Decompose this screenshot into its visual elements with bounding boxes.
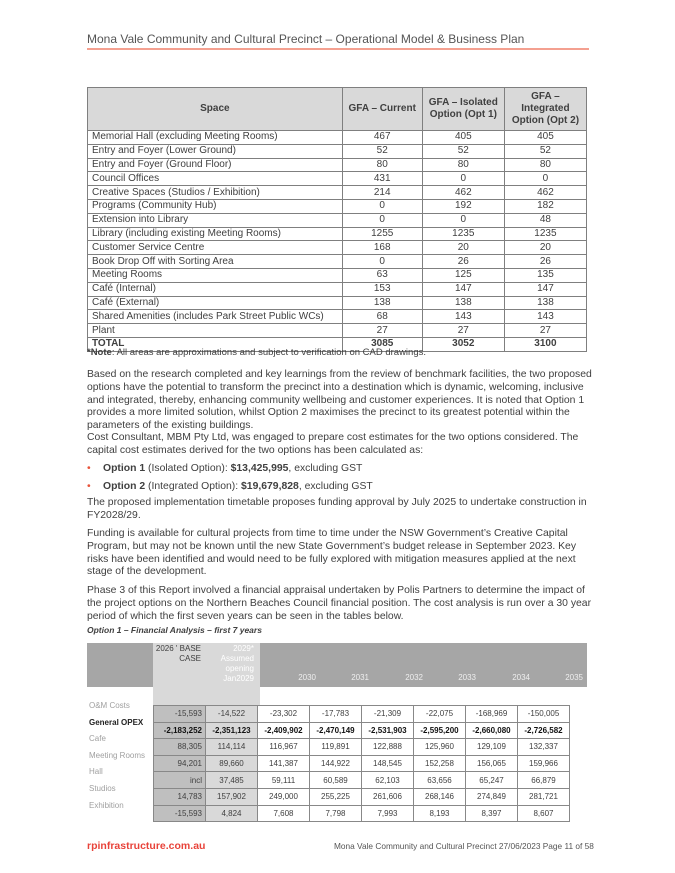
space-name: Creative Spaces (Studios / Exhibition) [88,186,343,200]
financial-cell: -22,075 [414,706,466,723]
col-gfa-opt2: GFA – Integrated Option (Opt 2) [504,88,586,131]
col-gfa-opt1: GFA – Isolated Option (Opt 1) [422,88,504,131]
financial-col-header: 2033 [458,673,476,682]
financial-cell: 89,660 [206,755,258,772]
paragraph-funding: Funding is available for cultural projects from time to time under the NSW Government’s Creative Capital Program, but may not be known until the new State Government’s budget release in September 2023. Key risks have been identified and would need to be fully explored with mitigation measures applied at the next stage of the development. [87,528,577,578]
paragraph-cost-consultant: Cost Consultant, MBM Pty Ltd, was engaged to prepare cost estimates for the two options considered. The capital cost estimates derived for the two options has been calculated as: [87,432,579,456]
financial-shade-gap [153,687,260,705]
financial-cell: 156,065 [466,755,518,772]
financial-cell: 14,783 [154,788,206,805]
financial-cell: -168,969 [466,706,518,723]
gfa-value: 3052 [422,337,504,351]
gfa-value: 143 [422,310,504,324]
space-name: Meeting Rooms [88,268,343,282]
gfa-value: 52 [422,144,504,158]
gfa-value: 138 [342,296,422,310]
gfa-table-header [88,88,587,131]
space-name: Café (External) [88,296,343,310]
gfa-value: 3100 [504,337,586,351]
space-name: Memorial Hall (excluding Meeting Rooms) [88,131,343,145]
gfa-table-row [88,241,587,255]
bullet-amount: $19,679,828 [241,481,299,492]
financial-cell: 62,103 [362,772,414,789]
gfa-value: 0 [504,172,586,186]
financial-cell: 159,966 [518,755,570,772]
bullet-icon: • [87,481,91,492]
gfa-value: 182 [504,199,586,213]
space-name: Library (including existing Meeting Rooms) [88,227,343,241]
header-divider [87,48,589,50]
gfa-table-row [88,131,587,145]
financial-col-header: 2031 [351,673,369,682]
col-gfa-current: GFA – Current [342,88,422,131]
gfa-value: 147 [504,282,586,296]
financial-cell: 274,849 [466,788,518,805]
space-name: Council Offices [88,172,343,186]
financial-cell: 281,721 [518,788,570,805]
gfa-value: 68 [342,310,422,324]
space-name: Entry and Foyer (Ground Floor) [88,158,343,172]
financial-cell: -2,409,902 [258,722,310,739]
financial-cell: 132,337 [518,739,570,756]
financial-col-header: 2029* Assumed opening Jan2029 [220,644,254,683]
bullet-label: Option 1 [103,463,146,474]
financial-cell: 94,201 [154,755,206,772]
gfa-value: 462 [504,186,586,200]
gfa-value: 462 [422,186,504,200]
gfa-value: 147 [422,282,504,296]
paragraph-benchmark: Based on the research completed and key learnings from the review of benchmark facilities, the two proposed options have the potential to transform the precinct into a destination which is dynamic, welcoming, inclusive and integrated, thereby, enhancing community wellbeing and customer experiences. It is noted that Option 1 provides a more limited solution, whilst Option 2 maximises the precinct to its greatest potential within the parameters of the existing buildings. [87,369,592,432]
gfa-value: 0 [342,213,422,227]
page-header-title: Mona Vale Community and Cultural Precinct – Operational Model & Business Plan [87,32,525,46]
bullet-suffix: , excluding GST [298,481,373,492]
financial-cell: 268,146 [414,788,466,805]
financial-row-label: General OPEX [89,717,144,727]
financial-row [154,722,570,739]
space-name: Customer Service Centre [88,241,343,255]
gfa-value: 80 [504,158,586,172]
gfa-value: 0 [342,255,422,269]
financial-cell: -2,531,903 [362,722,414,739]
gfa-value: 1235 [504,227,586,241]
space-name: Shared Amenities (includes Park Street Public WCs) [88,310,343,324]
gfa-table-row [88,158,587,172]
gfa-table-row [88,199,587,213]
space-name: Plant [88,324,343,338]
gfa-value: 1255 [342,227,422,241]
note-text: : All areas are approximations and subject to verification on CAD drawings. [111,347,426,358]
bullet-desc: (Isolated Option): [145,463,231,474]
financial-cell: -2,595,200 [414,722,466,739]
space-name: Entry and Foyer (Lower Ground) [88,144,343,158]
gfa-table-row [88,172,587,186]
financial-col-header: 2032 [405,673,423,682]
financial-cell: -15,593 [154,805,206,822]
space-name: Extension into Library [88,213,343,227]
bullet-amount: $13,425,995 [230,463,289,474]
financial-cell: 7,798 [310,805,362,822]
financial-cell: -150,005 [518,706,570,723]
financial-row-label: Hall [89,767,103,777]
note-label: *Note [87,347,112,358]
gfa-value: 143 [504,310,586,324]
gfa-table-row [88,310,587,324]
financial-cell: -15,593 [154,706,206,723]
financial-cell: 119,891 [310,739,362,756]
financial-cell: -2,726,582 [518,722,570,739]
gfa-value: 3085 [342,337,422,351]
gfa-value: 467 [342,131,422,145]
financial-row-label: Exhibition [89,800,124,810]
paragraph-phase-3: Phase 3 of this Report involved a financial appraisal undertaken by Polis Partners to determine the impact of the project options on the Northern Beaches Council financial position. The cost analysis is run over a 30 year period of which the first seven years can be seen in the tables below. [87,585,592,622]
financial-row [154,772,570,789]
financial-cell: 148,545 [362,755,414,772]
footer-doc-info: Mona Vale Community and Cultural Precinct 27/06/2023 Page 11 of 58 [334,841,594,851]
financial-cell: 141,387 [258,755,310,772]
financial-cell: 8,193 [414,805,466,822]
space-name: Programs (Community Hub) [88,199,343,213]
space-name: TOTAL [88,337,343,351]
gfa-value: 431 [342,172,422,186]
financial-col-header: 2035 [565,673,583,682]
financial-table [87,643,587,818]
financial-row [154,805,570,822]
paragraph-timetable: The proposed implementation timetable proposes funding approval by July 2025 to undertake construction in FY2028/29. [87,497,587,521]
financial-cell: 125,960 [414,739,466,756]
gfa-table-row [88,296,587,310]
financial-cell: 59,111 [258,772,310,789]
financial-cell: 144,922 [310,755,362,772]
financial-cell: 37,485 [206,772,258,789]
bullet-icon: • [87,463,91,474]
gfa-value: 1235 [422,227,504,241]
bullet-suffix: , excluding GST [288,463,363,474]
space-name: Café (Internal) [88,282,343,296]
financial-cell: 7,608 [258,805,310,822]
gfa-table-row [88,255,587,269]
financial-cell: 122,888 [362,739,414,756]
financial-cell: -21,309 [362,706,414,723]
footer-website[interactable]: rpinfrastructure.com.au [87,840,206,852]
financial-cell: incl [154,772,206,789]
gfa-value: 27 [422,324,504,338]
financial-cell: 116,967 [258,739,310,756]
financial-row [154,788,570,805]
financial-cell: -2,351,123 [206,722,258,739]
gfa-value: 52 [342,144,422,158]
gfa-value: 63 [342,268,422,282]
financial-cell: 114,114 [206,739,258,756]
financial-row-label: Studios [89,784,116,793]
gfa-value: 48 [504,213,586,227]
financial-row [154,755,570,772]
financial-table-caption: Option 1 – Financial Analysis – first 7 years [87,625,262,635]
financial-col-header: 2030 [298,673,316,682]
gfa-value: 405 [422,131,504,145]
financial-cell: 157,902 [206,788,258,805]
gfa-value: 0 [422,172,504,186]
gfa-value: 192 [422,199,504,213]
financial-row-label: O&M Costs [89,701,130,710]
gfa-value: 125 [422,268,504,282]
financial-cell: 249,000 [258,788,310,805]
bullet-desc: (Integrated Option): [145,481,242,492]
financial-cell: -2,183,252 [154,722,206,739]
financial-cell: -17,783 [310,706,362,723]
gfa-value: 153 [342,282,422,296]
gfa-value: 0 [342,199,422,213]
gfa-table-row [88,268,587,282]
financial-cell: 66,879 [518,772,570,789]
financial-cell: 255,225 [310,788,362,805]
financial-cell: -14,522 [206,706,258,723]
financial-row [154,706,570,723]
gfa-value: 20 [422,241,504,255]
gfa-table [87,87,587,352]
gfa-table-row [88,186,587,200]
gfa-value: 138 [504,296,586,310]
gfa-value: 0 [422,213,504,227]
gfa-value: 26 [422,255,504,269]
financial-row [154,739,570,756]
bullet-option-2 [87,481,373,492]
financial-cell: -23,302 [258,706,310,723]
financial-cell: 261,606 [362,788,414,805]
financial-cell: -2,660,080 [466,722,518,739]
financial-cell: 65,247 [466,772,518,789]
gfa-value: 27 [342,324,422,338]
financial-cell: 8,397 [466,805,518,822]
gfa-table-row [88,324,587,338]
gfa-value: 214 [342,186,422,200]
gfa-table-row [88,213,587,227]
bullet-label: Option 2 [103,481,146,492]
gfa-value: 80 [422,158,504,172]
gfa-value: 52 [504,144,586,158]
gfa-table-row [88,144,587,158]
table-note [87,347,426,358]
gfa-value: 138 [422,296,504,310]
financial-cell: 4,824 [206,805,258,822]
gfa-table-row [88,227,587,241]
gfa-value: 26 [504,255,586,269]
bullet-option-1 [87,463,362,474]
financial-cell: 88,305 [154,739,206,756]
gfa-value: 168 [342,241,422,255]
gfa-value: 405 [504,131,586,145]
financial-cell: -2,470,149 [310,722,362,739]
financial-cell: 63,656 [414,772,466,789]
space-name: Book Drop Off with Sorting Area [88,255,343,269]
gfa-value: 135 [504,268,586,282]
gfa-value: 20 [504,241,586,255]
gfa-value: 80 [342,158,422,172]
financial-col-header: 2026 ' BASE CASE [155,644,201,663]
financial-cell: 152,258 [414,755,466,772]
financial-cell: 7,993 [362,805,414,822]
financial-grid [153,705,570,822]
gfa-value: 27 [504,324,586,338]
gfa-table-row [88,282,587,296]
financial-col-header: 2034 [512,673,530,682]
col-space: Space [88,88,343,131]
financial-row-label: Cafe [89,734,106,744]
financial-cell: 60,589 [310,772,362,789]
financial-cell: 129,109 [466,739,518,756]
financial-cell: 8,607 [518,805,570,822]
financial-row-label: Meeting Rooms [89,750,146,760]
